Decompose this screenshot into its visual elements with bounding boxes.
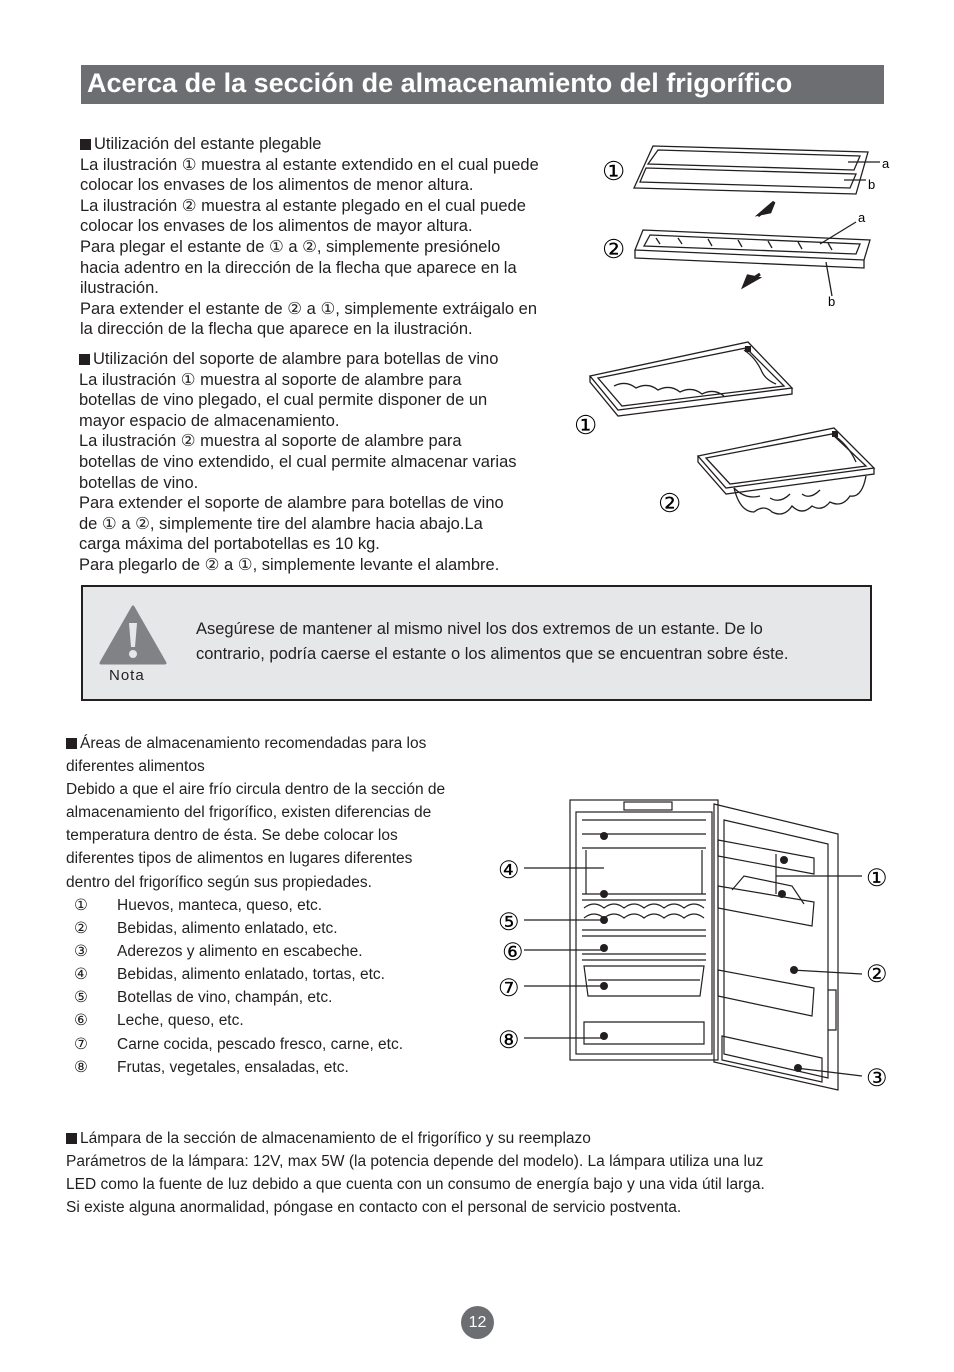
note-box [81,585,872,701]
arrow-down-icon [744,274,760,286]
area-label-5: ⑤ [498,910,520,936]
shelf-line: La ilustración ② muestra al estante plegado en el cual puede [80,196,526,215]
areas-line: almacenamiento del frigorífico, existen diferencias de [66,804,432,822]
note-line: Asegúrese de mantener al mismo nivel los dos extremos de un estante. De lo [196,620,763,638]
lamp-heading: Lámpara de la sección de almacenamiento de el frigorífico y su reemplazo [66,1127,765,1150]
areas-line: temperatura dentro de ésta. Se debe colocar los [66,827,398,845]
area-label-3: ③ [866,1066,888,1092]
lamp-line: LED como la fuente de luz debido a que cuenta con un consumo de energía bajo y una vida útil larga. [66,1176,765,1194]
note-text [196,617,789,667]
list-item: ⑤ Botellas de vino, champán, etc. [74,989,333,1007]
areas-section [66,732,445,894]
list-item: ⑥ Leche, queso, etc. [74,1012,244,1030]
shelf-line: la dirección de la flecha que aparece en la ilustración. [80,320,473,339]
warning-triangle-icon [98,603,168,667]
shelf-line: colocar los envases de los alimentos de menor altura. [80,176,474,195]
label-b: b [868,177,876,192]
shelf-line: ilustración. [80,279,159,298]
page-number: 12 [461,1306,494,1339]
wine-line: botellas de vino plegado, el cual permite disponer de un [79,391,488,410]
area-label-1: ① [866,866,888,892]
square-bullet-icon [79,354,90,365]
wine-line: Para extender el soporte de alambre para botellas de vino [79,494,504,513]
lamp-line: Si existe alguna anormalidad, póngase en contacto con el personal de servicio postventa. [66,1199,682,1217]
title-bar [81,65,884,104]
list-item: ⑦ Carne cocida, pescado fresco, carne, etc. [74,1035,404,1053]
square-bullet-icon [80,139,91,150]
wine-line: botellas de vino. [79,473,199,492]
area-label-2: ② [866,962,888,988]
areas-line: Debido a que el aire frío circula dentro de la sección de [66,781,446,799]
figure-label-2: ② [658,489,682,518]
square-bullet-icon [66,1133,77,1144]
shelf-line: Para plegar el estante de ① a ②, simplemente presiónelo [80,237,501,256]
shelf-heading: Utilización del estante plegable [80,134,539,155]
wine-line: La ilustración ① muestra al soporte de alambre para [79,370,462,389]
area-label-7: ⑦ [498,976,520,1002]
arrow-up-icon [758,202,774,216]
food-areas-list [74,894,403,1079]
square-bullet-icon [66,738,77,749]
wine-section [79,349,517,576]
areas-line: dentro del frigorífico según sus propiedades. [66,873,372,891]
figure-label-1: ① [574,411,598,440]
list-item: ⑧ Frutas, vegetales, ensaladas, etc. [74,1058,349,1076]
area-label-6: ⑥ [502,940,524,966]
wine-rack-illustration [570,336,890,532]
areas-line: diferentes tipos de alimentos en lugares diferentes [66,850,413,868]
list-item: ④ Bebidas, alimento enlatado, tortas, etc. [74,966,385,984]
fridge-illustration [492,790,904,1102]
area-label-8: ⑧ [498,1028,520,1054]
folding-shelf-illustration [598,138,898,313]
list-item: ① Huevos, manteca, queso, etc. [74,897,323,914]
wine-heading: Utilización del soporte de alambre para botellas de vino [79,349,517,370]
shelf-line: La ilustración ① muestra al estante extendido en el cual puede [80,155,539,174]
wine-line: La ilustración ② muestra al soporte de alambre para [79,432,462,451]
wine-line: mayor espacio de almacenamiento. [79,411,340,430]
label-a: a [882,156,890,171]
shelf-line: hacia adentro en la dirección de la flecha que aparece en la [80,258,517,277]
wine-line: Para plegarlo de ② a ①, simplemente levante el alambre. [79,555,500,574]
list-item: ③ Aderezos y alimento en escabeche. [74,943,363,961]
wine-line: carga máxima del portabotellas es 10 kg. [79,535,380,554]
area-label-4: ④ [498,858,520,884]
note-line: contrario, podría caerse el estante o los alimentos que se encuentran sobre éste. [196,645,789,663]
lamp-line: Parámetros de la lámpara: 12V, max 5W (la potencia depende del modelo). La lámpara utiliza una luz [66,1153,764,1171]
shelf-line: Para extender el estante de ② a ①, simplemente extráigalo en [80,299,538,318]
note-label: Nota [109,667,145,684]
label-a: a [858,210,866,225]
shelf-section [80,134,539,340]
areas-heading: diferentes alimentos [66,758,205,776]
figure-label-2: ② [602,235,626,264]
label-b: b [828,294,836,309]
wine-line: botellas de vino extendido, el cual permite almacenar varias [79,452,517,471]
list-item: ② Bebidas, alimento enlatado, etc. [74,920,338,938]
wine-line: de ① a ②, simplemente tire del alambre hacia abajo.La [79,514,483,533]
figure-label-1: ① [602,157,626,186]
areas-heading: Áreas de almacenamiento recomendadas para los [66,732,445,755]
lamp-section [66,1127,765,1219]
page-title: Acerca de la sección de almacenamiento del frigorífico [87,68,793,98]
shelf-line: colocar los envases de los alimentos de mayor altura. [80,217,473,236]
